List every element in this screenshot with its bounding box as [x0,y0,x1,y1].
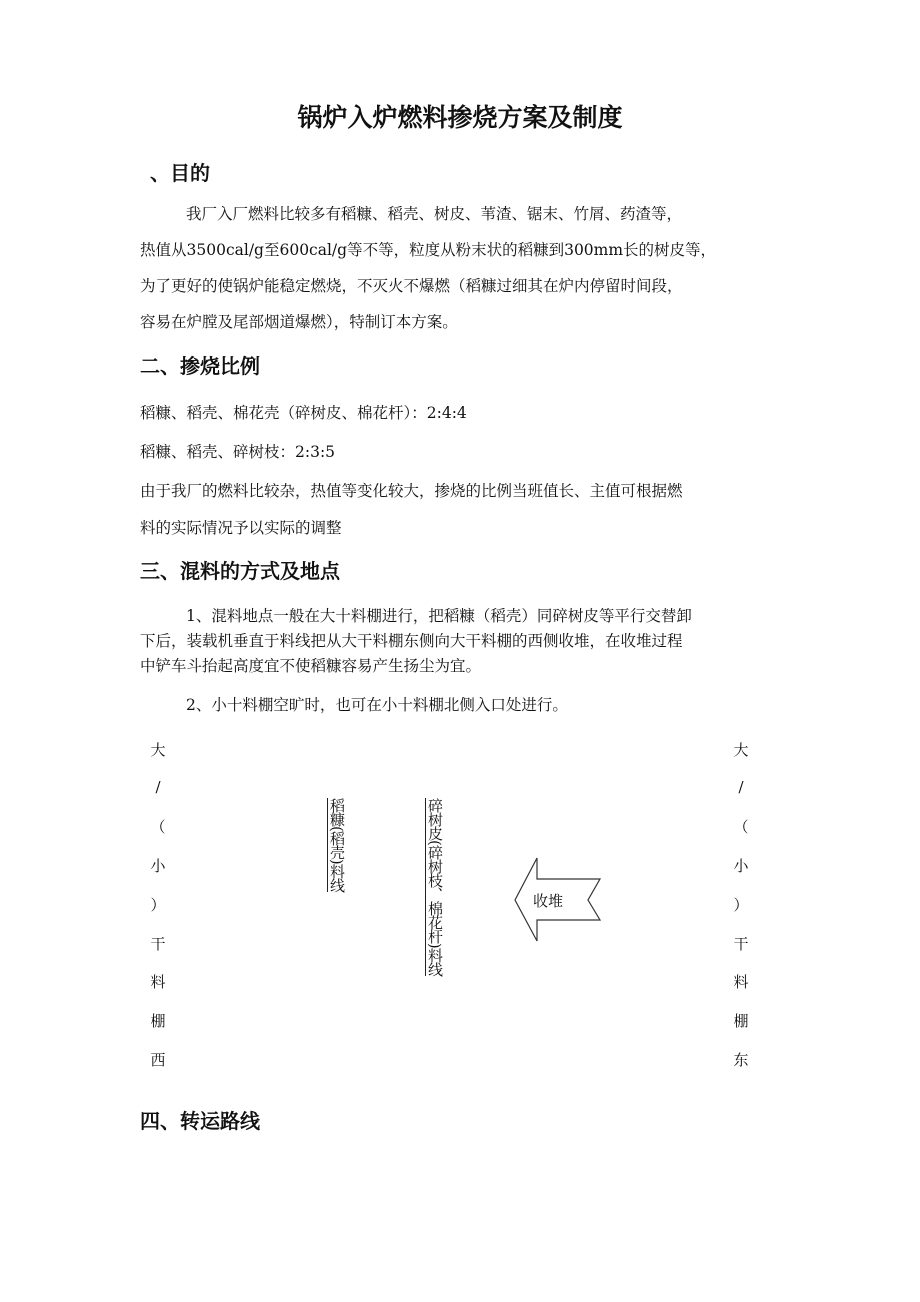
shed-label-char: 大 [150,741,166,759]
section-heading-ratio: 二、掺烧比例 [140,354,260,378]
shed-label-char: 干 [150,934,166,953]
shed-label-char: 棚 [150,1011,166,1030]
paragraph-line: 1、混料地点一般在大十料棚进行，把稻糠（稻壳）同碎树皮等平行交替卸 [186,607,692,625]
section-heading-transport: 四、转运路线 [140,1109,260,1133]
paragraph-line: 下后，装载机垂直于料线把从大干料棚东侧向大干料棚的西侧收堆，在收堆过程 [140,632,683,650]
section-heading-mixing: 三、混料的方式及地点 [140,559,340,583]
shed-label-char: 小 [150,857,166,876]
shed-label-char: 料 [150,973,166,992]
arrow-label: 收堆 [533,892,564,910]
shed-label-char: （ [150,818,166,837]
shed-label-char: 棚 [733,1011,749,1030]
paragraph-line: 为了更好的使锅炉能稳定燃烧，不灭火不爆燃（稻糠过细其在炉内停留时间段， [140,277,683,295]
shed-label-char: 小 [733,857,749,876]
shed-label-char: 干 [733,934,749,953]
section-heading-purpose: 、目的 [150,161,210,185]
bark-feed-line: 碎树皮(碎树枝、棉花杆)料线 [426,798,444,976]
paragraph-line: 稻糠、稻壳、碎树枝：2:3:5 [140,443,336,461]
paragraph-line: 由于我厂的燃料比较杂，热值等变化较大，掺烧的比例当班值长、主值可根据燃 [140,482,683,500]
paragraph-line: 热值从3500cal/g至600cal/g等不等，粒度从粉末状的稻糠到300mm长的树皮等， [140,241,717,259]
shed-label-char: 料 [733,973,749,992]
shed-label-char: 大 [733,741,749,759]
shed-label-char: 西 [150,1050,166,1069]
shed-label-char: 东 [733,1050,749,1069]
shed-label-char: ） [733,895,749,914]
shed-label-char: / [738,777,744,796]
paragraph-line: 稻糠、稻壳、棉花壳（碎树皮、棉花杆）：2:4:4 [140,404,467,422]
paragraph-line: 中铲车斗抬起高度宜不使稻糠容易产生扬尘为宜。 [140,657,482,675]
paragraph-line: 2、小十料棚空旷时，也可在小十料棚北侧入口处进行。 [186,696,568,714]
document-title: 锅炉入炉燃料掺烧方案及制度 [297,103,623,132]
paragraph-line: 料的实际情况予以实际的调整 [140,519,342,537]
shed-label-char: ） [150,895,166,914]
paragraph-line: 容易在炉膛及尾部烟道爆燃），特制订本方案。 [140,313,458,331]
shed-label-char: / [155,777,161,796]
shed-label-char: （ [733,818,749,837]
paragraph-line: 我厂入厂燃料比较多有稻糠、稻壳、树皮、苇渣、锯末、竹屑、药渣等， [186,205,683,223]
rice-bran-feed-line: 稻糠(稻壳)料线 [328,798,346,892]
